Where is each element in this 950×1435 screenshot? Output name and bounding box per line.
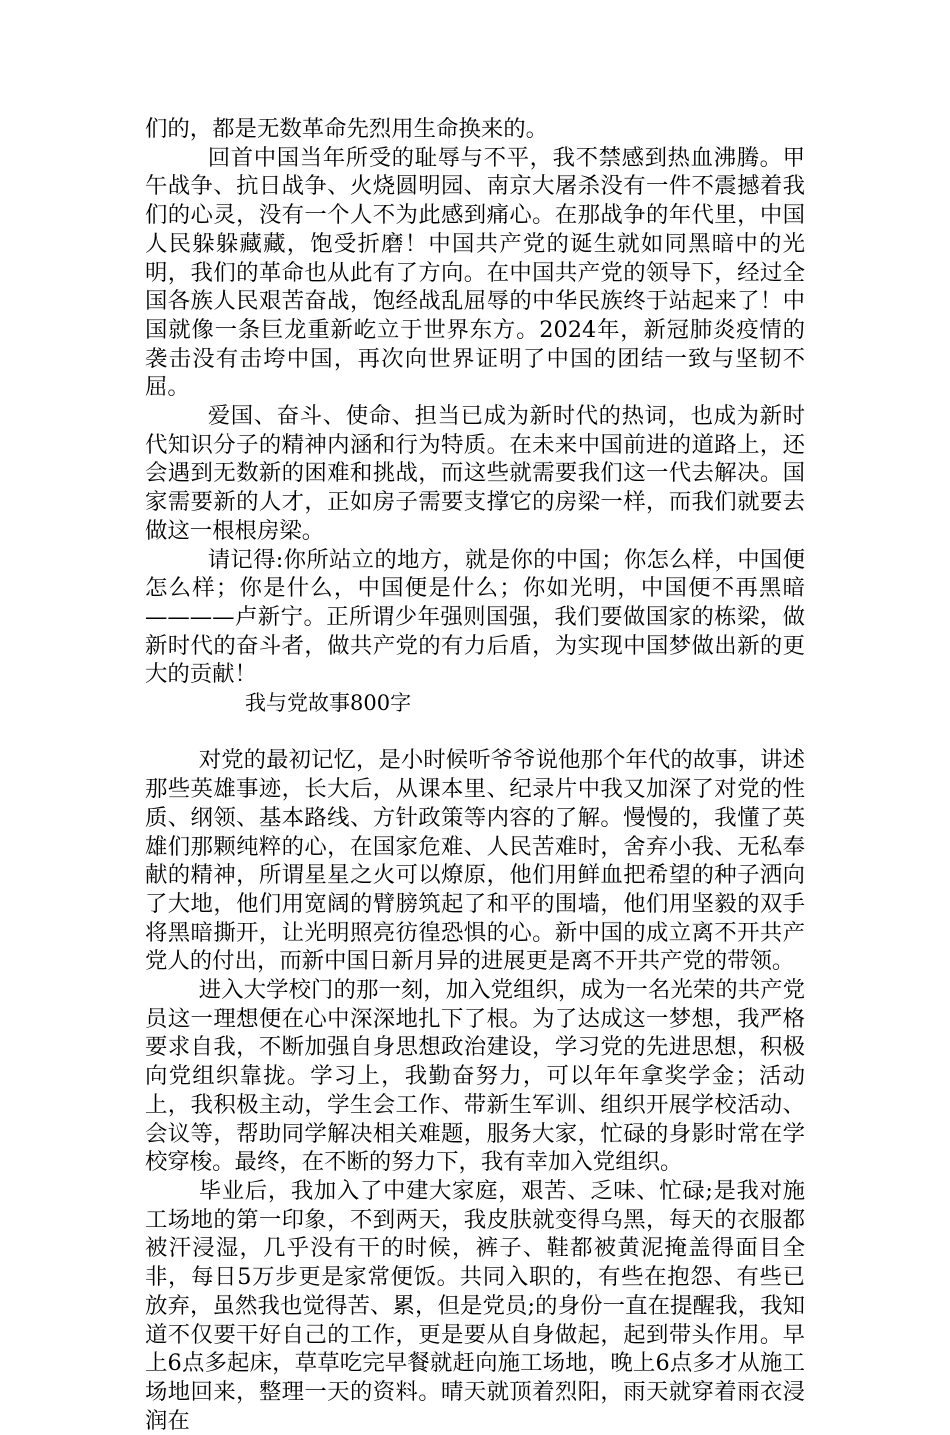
paragraph-continuation: 们的，都是无数革命先烈用生命换来的。 — [145, 116, 549, 142]
paragraph-university: 进入大学校门的那一刻，加入党组织，成为一名光荣的共产党员这一理想便在心中深深地扎下了根。为了达成这一梦想，我严格要求自我，不断加强自身思想政治建设，学习党的先进思想，积极向党组织靠拢。学习上，我勤奋努力，可以年年拿奖学金；活动上，我积极主动，学生会工作、带新生军训、组织开展学校活动、会议等，帮助同学解决相关难题，服务大家，忙碌的身影时常在学校穿梭。最终，在不断的努力下，我有幸加入党组织。 — [145, 977, 805, 1176]
paragraph-first-memory: 对党的最初记忆，是小时候听爷爷说他那个年代的故事，讲述那些英雄事迹，长大后，从课本里、纪录片中我又加深了对党的性质、纲领、基本路线、方针政策等内容的了解。慢慢的，我懂了英雄们那颗纯粹的心，在国家危难、人民苦难时，舍弃小我、无私奉献的精神，所谓星星之火可以燎原，他们用鲜血把希望的种子洒向了大地，他们用宽阔的臂膀筑起了和平的围墙，他们用坚毅的双手将黑暗撕开，让光明照亮彷徨恐惧的心。新中国的成立离不开共产党人的付出，而新中国日新月异的进展更是离不开共产党的带领。 — [145, 747, 805, 975]
paragraph-humiliation-history: 回首中国当年所受的耻辱与不平，我不禁感到热血沸腾。甲午战争、抗日战争、火烧圆明园、南京大屠杀没有一件不震撼着我们的心灵，没有一个人不为此感到痛心。在那战争的年代里，中国人民躲躲藏藏，饱受折磨！中国共产党的诞生就如同黑暗中的光明，我们的革命也从此有了方向。在中国共产党的领导下，经过全国各族人民艰苦奋战，饱经战乱屈辱的中华民族终于站起来了！中国就像一条巨龙重新屹立于世界东方。2024年，新冠肺炎疫情的袭击没有击垮中国，再次向世界证明了中国的团结一致与坚韧不屈。 — [145, 144, 805, 401]
blank-line — [145, 718, 805, 747]
paragraph-remember-quote: 请记得:你所站立的地方，就是你的中国；你怎么样，中国便怎么样；你是什么，中国便是什么；你如光明，中国便不再黑暗————卢新宁。正所谓少年强则国强，我们要做国家的栋梁，做新时代的奋斗者，做共产党的有力后盾，为实现中国梦做出新的更大的贡献！ — [145, 546, 805, 688]
paragraph-after-graduation: 毕业后，我加入了中建大家庭，艰苦、乏味、忙碌;是我对施工场地的第一印象，不到两天，我皮肤就变得乌黑，每天的衣服都被汗浸湿，几乎没有干的时候，裤子、鞋都被黄泥掩盖得面目全非，每日5万步更是家常便饭。共同入职的，有些在抱怨、有些已放弃，虽然我也觉得苦、累，但是党员;的身份一直在提醒我，我知道不仅要干好自己的工作，更是要从自身做起，起到带头作用。早上6点多起床，草草吃完早餐就赶向施工场地，晚上6点多才从施工场地回来，整理一天的资料。晴天就顶着烈阳，雨天就穿着雨衣浸润在 — [145, 1178, 805, 1434]
paragraph-new-era: 爱国、奋斗、使命、担当已成为新时代的热词，也成为新时代知识分子的精神内涵和行为特质。在未来中国前进的道路上，还会遇到无数新的困难和挑战，而这些就需要我们这一代去解决。国家需要新的人才，正如房子需要支撑它的房梁一样，而我们就要去做这一根根房梁。 — [145, 403, 805, 544]
document-page — [145, 115, 805, 1435]
essay-heading: 我与党故事800字 — [245, 691, 412, 716]
